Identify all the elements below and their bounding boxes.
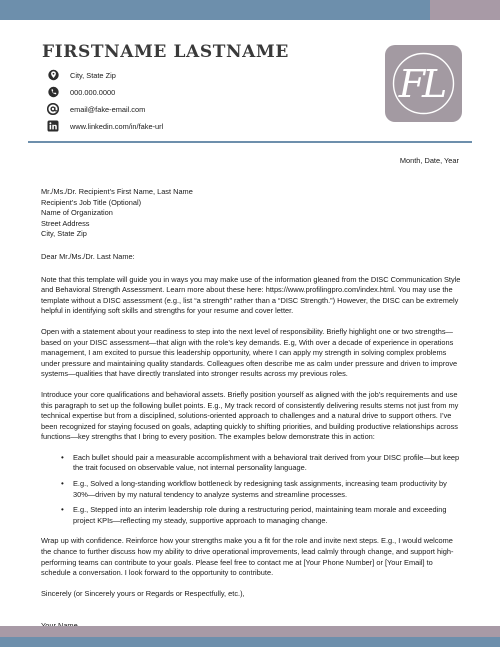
recipient-line: City, State Zip bbox=[41, 229, 87, 239]
phone-icon bbox=[46, 85, 60, 99]
body-paragraph: Open with a statement about your readiness to step into the next level of responsibility. Briefly highlight one or two strengths—based on your DISC assessment—that align with the role’s key demands. E.g, With over a decade of experience in operations management, I am excited to pursue this leadership opportunity, where I can apply my strength in solving complex problems under pressure and maintaining quality standards. Colleagues often describe me as calm under pressure and driven to improve systems—qualities that have directly translated into stronger results across my previous roles. bbox=[41, 326, 458, 379]
contact-location-text: City, State Zip bbox=[70, 70, 116, 80]
top-band-mauve bbox=[430, 0, 500, 20]
closing-paragraph: Wrap up with confidence. Reinforce how your strengths make you a fit for the role and invite next steps. E.g., I would welcome the chance to further discuss how my ability to drive operational improvements, lead calmly through change, and support high-performing teams can contribute to your goals. Please feel free to contact me at [Your Phone Number] or [Your Email] to schedule a conversation. I look forward to the opportunity to contribute. bbox=[41, 536, 454, 578]
letter-date: Month, Date, Year bbox=[399, 156, 459, 165]
applicant-name: FIRSTNAME LASTNAME bbox=[42, 42, 289, 62]
contact-linkedin-text: www.linkedin.com/in/fake-url bbox=[70, 121, 164, 131]
monogram-badge bbox=[385, 45, 462, 122]
bottom-color-band bbox=[0, 626, 500, 647]
recipient-line: Name of Organization bbox=[41, 208, 113, 218]
monogram-initials: FL bbox=[398, 61, 445, 106]
recipient-line: Recipient’s Job Title (Optional) bbox=[41, 197, 142, 207]
contact-list bbox=[46, 67, 163, 135]
contact-email bbox=[46, 101, 163, 117]
list-item: • E.g., Stepped into an interim leadership role during a restructuring period, maintaining team morale and exceeding project KPIs—reflecting my steady, supportive approach to managing change. bbox=[41, 505, 461, 526]
contact-linkedin bbox=[46, 118, 163, 134]
contact-phone bbox=[46, 84, 163, 100]
email-icon bbox=[46, 102, 60, 116]
top-color-band bbox=[0, 0, 500, 20]
recipient-line: Street Address bbox=[41, 218, 90, 228]
contact-email-text: email@fake-email.com bbox=[70, 104, 146, 114]
signoff: Sincerely (or Sincerely yours or Regards or Respectfully, etc.), bbox=[41, 588, 245, 598]
bottom-band-blue bbox=[0, 637, 500, 647]
recipient-line: Mr./Ms./Dr. Recipient’s First Name, Last Name bbox=[41, 187, 193, 196]
list-item: • Each bullet should pair a measurable accomplishment with a behavioral trait derived from your DISC profile—but keep the trait focused on observable value, not internal personality language. bbox=[41, 453, 461, 474]
location-pin-icon bbox=[46, 68, 60, 82]
letter-body bbox=[41, 177, 461, 647]
top-band-blue bbox=[0, 0, 430, 20]
body-paragraph: Introduce your core qualifications and behavioral assets. Briefly position yourself as aligned with the job’s requirements and use this paragraph to set up the following bullet points. E.g., My track record of consistently delivering results stems not just from my technical expertise but from a disciplined, solutions-oriented approach to challenges and a natural drive to support others. I’ve been recognized for staying focused on goals, adapting quickly to shifting priorities, and building productive relationships across functions—key strengths that I bring to every position. The examples below demonstrate this in action: bbox=[41, 389, 459, 442]
salutation: Dear Mr./Ms./Dr. Last Name: bbox=[41, 251, 135, 261]
linkedin-icon bbox=[46, 119, 60, 133]
accomplishment-list bbox=[41, 453, 461, 527]
body-paragraph: Note that this template will guide you in ways you may make use of the information gleaned from the DISC Communication Style and Behavioral Strength Assessment. Learn more about these here: https://www.profilingpro.com/index.html. You may use the template without a DISC assessment (e.g., list “a strength” rather than a “DISC Strength.”) However, the DISC can be extremely helpful in identifying soft skills and strengths for your resume and cover letter. bbox=[41, 274, 461, 316]
contact-location bbox=[46, 67, 163, 83]
bottom-band-mauve bbox=[0, 626, 500, 637]
contact-phone-text: 000.000.0000 bbox=[70, 87, 116, 97]
header-divider bbox=[28, 141, 472, 143]
list-item: • E.g., Solved a long-standing workflow bottleneck by redesigning task assignments, increasing team productivity by 30%—driven by my natural tendency to analyze systems and streamline processes. bbox=[41, 479, 461, 500]
